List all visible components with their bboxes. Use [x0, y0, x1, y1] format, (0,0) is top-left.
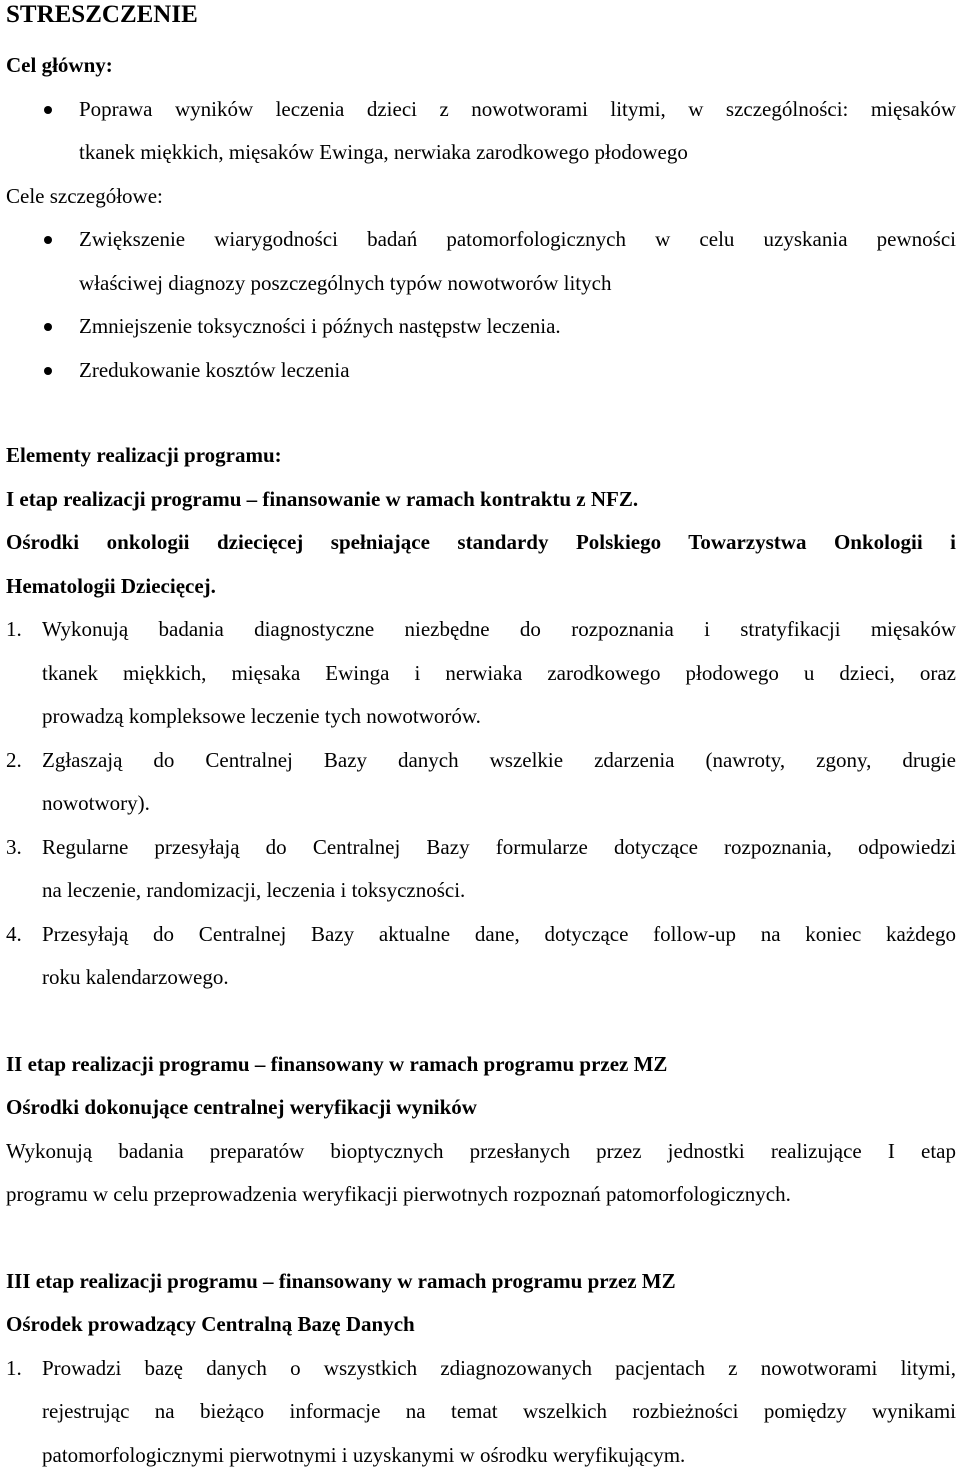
- list-item: [6, 913, 956, 1000]
- stage3-list: [6, 1347, 956, 1477]
- list-item-line: nowotwory).: [42, 782, 956, 826]
- stage2-text-line: Wykonują badania preparatów bioptycznych przesłanych przez jednostki realizujące I etap: [6, 1130, 956, 1174]
- list-item-line: Przesyłają do Centralnej Bazy aktualne dane, dotyczące follow-up na koniec każdego: [42, 913, 956, 957]
- stage3-heading: III etap realizacji programu – finansowany w ramach programu przez MZ: [6, 1260, 956, 1304]
- stage1-subheading-line: Ośrodki onkologii dziecięcej spełniające standardy Polskiego Towarzystwa Onkologii i: [6, 521, 956, 565]
- list-marker: 1.: [6, 1347, 22, 1391]
- specific-goals-list: [6, 218, 956, 392]
- list-item-line: Wykonują badania diagnostyczne niezbędne do rozpoznania i stratyfikacji mięsaków: [42, 608, 956, 652]
- list-item-line: tkanek miękkich, mięsaka Ewinga i nerwiaka zarodkowego płodowego u dzieci, oraz: [42, 652, 956, 696]
- bullet-icon: [44, 367, 52, 375]
- bullet-icon: [44, 106, 52, 114]
- specific-goals-heading: Cele szczegółowe:: [6, 175, 956, 219]
- list-item-line: prowadzą kompleksowe leczenie tych nowotworów.: [42, 695, 956, 739]
- list-item: [6, 349, 956, 393]
- list-item-line: tkanek miękkich, mięsaków Ewinga, nerwiaka zarodkowego płodowego: [79, 131, 956, 175]
- stage2-text-line: programu w celu przeprowadzenia weryfikacji pierwotnych rozpoznań patomorfologicznych.: [6, 1173, 956, 1217]
- list-item-line: rejestrując na bieżąco informacje na temat wszelkich rozbieżności pomiędzy wynikami: [42, 1390, 956, 1434]
- list-item: [6, 826, 956, 913]
- list-item-line: Zmniejszenie toksyczności i późnych następstw leczenia.: [79, 305, 956, 349]
- bullet-icon: [44, 323, 52, 331]
- list-item: [6, 1347, 956, 1477]
- stage2-subheading: Ośrodki dokonujące centralnej weryfikacji wyników: [6, 1086, 956, 1130]
- list-item-line: właściwej diagnozy poszczególnych typów nowotworów litych: [79, 262, 956, 306]
- stage3-subheading: Ośrodek prowadzący Centralną Bazę Danych: [6, 1303, 956, 1347]
- main-goal-heading: Cel główny:: [6, 44, 956, 88]
- list-marker: 2.: [6, 739, 22, 783]
- list-item-line: Poprawa wyników leczenia dzieci z nowotworami litymi, w szczególności: mięsaków: [79, 88, 956, 132]
- document-title: STRESZCZENIE: [6, 0, 956, 34]
- list-item-line: Regularne przesyłają do Centralnej Bazy formularze dotyczące rozpoznania, odpowiedzi: [42, 826, 956, 870]
- stage1-subheading-line: Hematologii Dziecięcej.: [6, 565, 956, 609]
- stage2-heading: II etap realizacji programu – finansowany w ramach programu przez MZ: [6, 1043, 956, 1087]
- list-item: [6, 305, 956, 349]
- list-item-line: patomorfologicznymi pierwotnymi i uzyskanymi w ośrodku weryfikującym.: [42, 1434, 956, 1477]
- list-item-line: Zgłaszają do Centralnej Bazy danych wszelkie zdarzenia (nawroty, zgony, drugie: [42, 739, 956, 783]
- list-item-line: Zredukowanie kosztów leczenia: [79, 349, 956, 393]
- list-marker: 4.: [6, 913, 22, 957]
- elements-heading: Elementy realizacji programu:: [6, 434, 956, 478]
- list-item: [6, 88, 956, 175]
- list-item-line: roku kalendarzowego.: [42, 956, 956, 1000]
- list-item: [6, 608, 956, 739]
- document-page: [6, 0, 956, 1477]
- list-item: [6, 739, 956, 826]
- list-item-line: na leczenie, randomizacji, leczenia i toksyczności.: [42, 869, 956, 913]
- main-goal-list: [6, 88, 956, 175]
- list-marker: 3.: [6, 826, 22, 870]
- list-item-line: Zwiększenie wiarygodności badań patomorfologicznych w celu uzyskania pewności: [79, 218, 956, 262]
- bullet-icon: [44, 236, 52, 244]
- list-item-line: Prowadzi bazę danych o wszystkich zdiagnozowanych pacjentach z nowotworami litymi,: [42, 1347, 956, 1391]
- stage1-heading: I etap realizacji programu – finansowanie w ramach kontraktu z NFZ.: [6, 478, 956, 522]
- list-marker: 1.: [6, 608, 22, 652]
- list-item: [6, 218, 956, 305]
- stage1-list: [6, 608, 956, 1000]
